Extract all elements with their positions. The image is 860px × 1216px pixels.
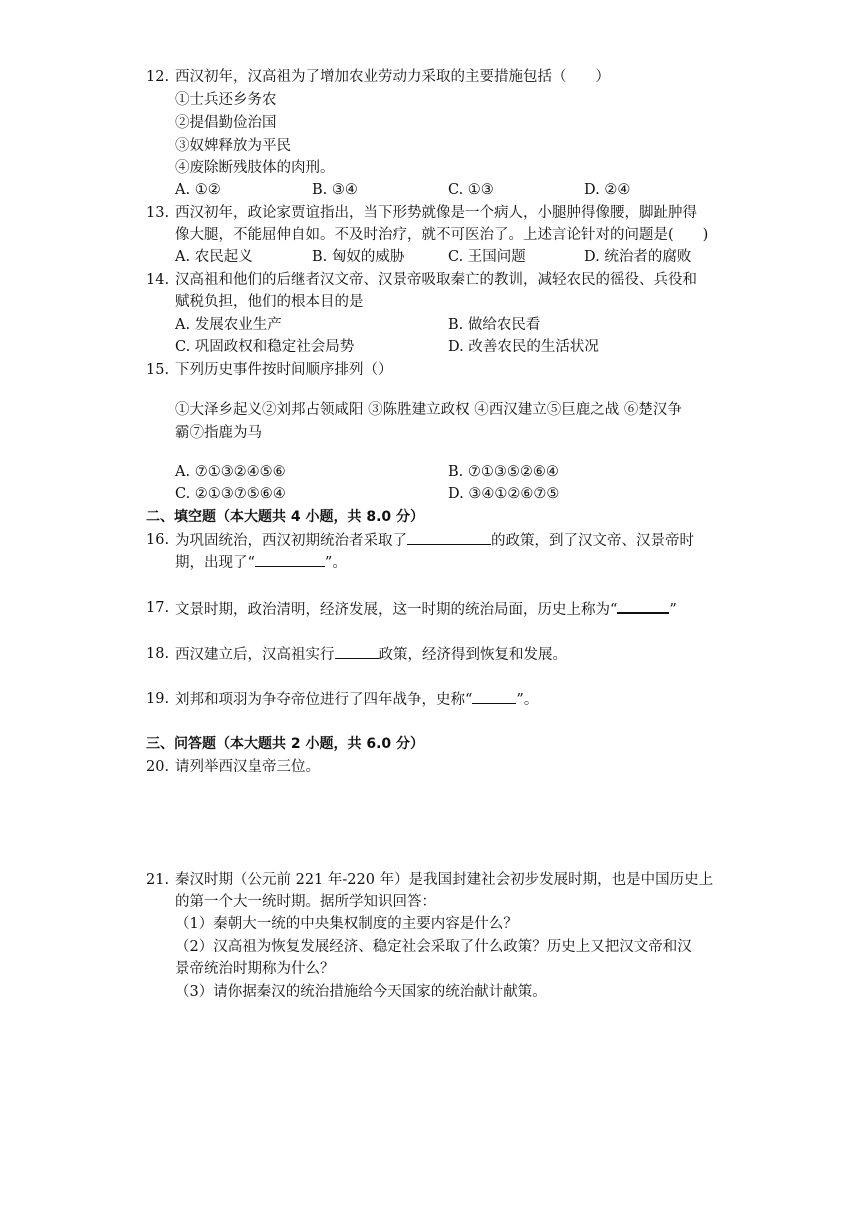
section-heading: 二、填空题（本大题共 4 小题，共 8.0 分） bbox=[146, 509, 425, 525]
answer-blank[interactable] bbox=[335, 644, 379, 659]
text-segment: 西汉建立后，汉高祖实行 bbox=[175, 647, 335, 663]
option-a[interactable]: A. ①② bbox=[175, 182, 221, 198]
option-a[interactable]: A. 发展农业生产 bbox=[175, 317, 282, 333]
sub-question: （2）汉高祖为恢复发展经济、稳定社会采取了什么政策？历史上又把汉文帝和汉 bbox=[175, 939, 692, 955]
events-line: ①大泽乡起义②刘邦占领咸阳 ③陈胜建立政权 ④西汉建立⑤巨鹿之战 ⑥楚汉争 bbox=[175, 402, 682, 418]
question-stem-line: 西汉初年，政论家贾谊指出，当下形势就像是一个病人，小腿肿得像腰，脚趾肿得 bbox=[175, 205, 697, 221]
option-b[interactable]: B. ③④ bbox=[312, 182, 358, 198]
question-stem-line: 像大腿，不能屈伸自如。不及时治疗，就不可医治了。上述言论针对的问题是( ) bbox=[175, 227, 709, 243]
text-segment: ”。 bbox=[516, 692, 539, 708]
question-number: 20. bbox=[146, 759, 170, 775]
sub-question: 景帝统治时期称为什么？ bbox=[175, 961, 335, 977]
option-d[interactable]: D. 改善农民的生活状况 bbox=[448, 339, 599, 355]
text-segment: 的政策，到了汉文帝、汉景帝时 bbox=[491, 533, 694, 549]
question-number: 12. bbox=[146, 69, 170, 85]
option-a[interactable]: A. 农民起义 bbox=[175, 249, 253, 265]
question-stem: 下列历史事件按时间顺序排列（） bbox=[175, 362, 393, 378]
statement-item: ③奴婢释放为平民 bbox=[175, 138, 291, 154]
answer-blank[interactable] bbox=[407, 530, 491, 545]
question-stem-line: 汉高祖和他们的后继者汉文帝、汉景帝吸取秦亡的教训，减轻农民的徭役、兵役和 bbox=[175, 272, 697, 288]
text-segment: 文景时期，政治清明，经济发展，这一时期的统治局面，历史上称为“ bbox=[175, 602, 618, 618]
text-segment: 刘邦和项羽为争夺帝位进行了四年战争，史称“ bbox=[175, 692, 473, 708]
sub-question: （1）秦朝大一统的中央集权制度的主要内容是什么？ bbox=[175, 916, 518, 932]
option-c[interactable]: C. 王国问题 bbox=[448, 249, 526, 265]
question-stem: 西汉初年，汉高祖为了增加农业劳动力采取的主要措施包括（ ） bbox=[175, 69, 610, 85]
question-number: 14. bbox=[146, 272, 170, 288]
question-stem: 请列举西汉皇帝三位。 bbox=[175, 759, 320, 775]
section-heading: 三、问答题（本大题共 2 小题，共 6.0 分） bbox=[146, 736, 425, 752]
option-c[interactable]: C. ①③ bbox=[448, 182, 494, 198]
answer-blank[interactable] bbox=[472, 689, 516, 704]
text-segment: ” bbox=[669, 602, 677, 618]
option-c[interactable]: C. 巩固政权和稳定社会局势 bbox=[175, 339, 355, 355]
answer-blank[interactable] bbox=[617, 598, 669, 614]
fill-blank-line bbox=[175, 644, 567, 665]
text-segment: 期，出现了“ bbox=[175, 555, 255, 571]
answer-blank[interactable] bbox=[255, 552, 325, 567]
question-number: 16. bbox=[146, 532, 170, 548]
text-segment: 政策，经济得到恢复和发展。 bbox=[378, 647, 567, 663]
option-b[interactable]: B. 做给农民看 bbox=[448, 317, 541, 333]
option-c[interactable]: C. ②①③⑦⑤⑥④ bbox=[175, 486, 286, 502]
question-stem-line: 的第一个大一统时期。据所学知识回答： bbox=[175, 894, 436, 910]
option-d[interactable]: D. 统治者的腐败 bbox=[584, 249, 692, 265]
question-number: 19. bbox=[146, 691, 170, 707]
question-number: 15. bbox=[146, 362, 170, 378]
question-number: 18. bbox=[146, 646, 170, 662]
fill-blank-line bbox=[175, 598, 677, 620]
option-d[interactable]: D. ②④ bbox=[584, 182, 631, 198]
question-stem-line: 赋税负担，他们的根本目的是 bbox=[175, 294, 364, 310]
fill-blank-line bbox=[175, 552, 347, 573]
fill-blank-line bbox=[175, 530, 694, 551]
option-b[interactable]: B. ⑦①③⑤②⑥④ bbox=[448, 464, 559, 480]
question-stem-line: 秦汉时期（公元前 221 年-220 年）是我国封建社会初步发展时期，也是中国历史上 bbox=[175, 872, 714, 888]
question-number: 13. bbox=[146, 205, 170, 221]
text-segment: ”。 bbox=[324, 555, 347, 571]
option-b[interactable]: B. 匈奴的威胁 bbox=[312, 249, 405, 265]
sub-question: （3）请你据秦汉的统治措施给今天国家的统治献计献策。 bbox=[175, 984, 547, 1000]
statement-item: ①士兵还乡务农 bbox=[175, 92, 277, 108]
option-d[interactable]: D. ③④①②⑥⑦⑤ bbox=[448, 486, 560, 502]
question-number: 17. bbox=[146, 600, 170, 616]
statement-item: ②提倡勤俭治国 bbox=[175, 115, 277, 131]
question-number: 21. bbox=[146, 872, 170, 888]
fill-blank-line bbox=[175, 689, 538, 710]
text-segment: 为巩固统治，西汉初期统治者采取了 bbox=[175, 533, 407, 549]
statement-item: ④废除断残肢体的肉刑。 bbox=[175, 160, 335, 176]
option-a[interactable]: A. ⑦①③②④⑤⑥ bbox=[175, 464, 286, 480]
events-line: 霸⑦指鹿为马 bbox=[175, 425, 262, 441]
